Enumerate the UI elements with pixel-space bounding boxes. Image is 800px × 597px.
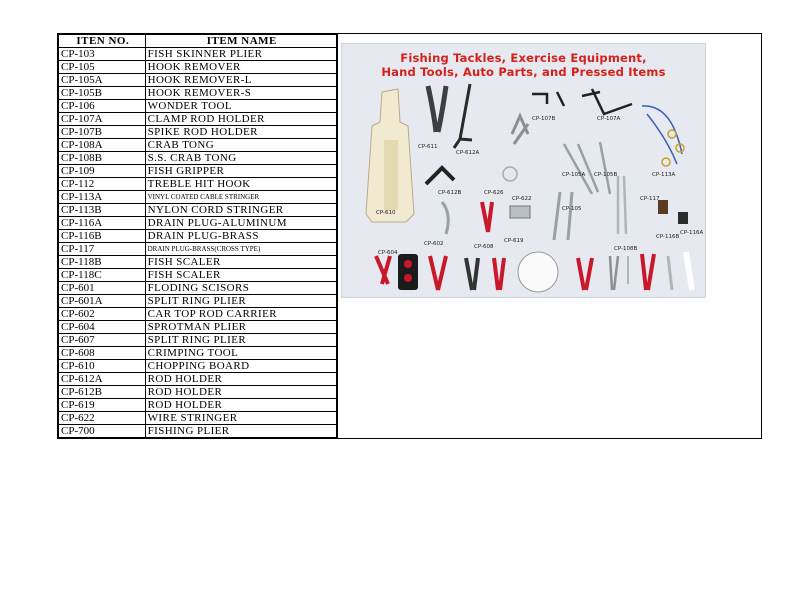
rod-holder-611-shape (428, 86, 446, 132)
item-name-cell: TREBLE HIT HOOK (145, 178, 336, 191)
item-number-cell: CP-113A (59, 191, 146, 204)
photo-label: CP-105A (562, 172, 586, 178)
photo-banner-line-1: Fishing Tackles, Exercise Equipment, (400, 51, 647, 65)
photo-label: CP-611 (418, 144, 438, 150)
photo-label: CP-604 (378, 250, 398, 256)
photo-label: CP-612A (456, 150, 480, 156)
item-name-cell: SPROTMAN PLIER (145, 321, 336, 334)
table-row (59, 100, 337, 113)
table-row (59, 373, 337, 386)
spike-rod-holder-shape (532, 92, 564, 106)
table-row (59, 217, 337, 230)
wonder-tool-shape (512, 116, 528, 144)
item-name-cell: SPLIT RING PLIER (145, 334, 336, 347)
fish-skinner-plier-shape (578, 258, 592, 290)
wire-stringer-shape (503, 167, 517, 181)
item-name-cell: SPLIT RING PLIER (145, 295, 336, 308)
table-row (59, 295, 337, 308)
item-name-cell: FISH GRIPPER (145, 165, 336, 178)
table-row (59, 126, 337, 139)
table-row (59, 113, 337, 126)
item-number-cell: CP-601A (59, 295, 146, 308)
table-row (59, 139, 337, 152)
ss-crab-tong-shape (618, 176, 626, 234)
item-number-cell: CP-109 (59, 165, 146, 178)
item-number-cell: CP-604 (59, 321, 146, 334)
photo-label: CP-108B (614, 246, 638, 252)
item-number-cell: CP-107A (59, 113, 146, 126)
item-number-cell: CP-103 (59, 48, 146, 61)
item-number-cell: CP-118B (59, 256, 146, 269)
item-number-cell: CP-108A (59, 139, 146, 152)
item-number-cell: CP-105 (59, 61, 146, 74)
crab-tong-shape (554, 192, 572, 240)
tools-illustration (342, 44, 705, 297)
table-row (59, 360, 337, 373)
item-name-cell: DRAIN PLUG-BRASS(CROSS TYPE) (145, 243, 336, 256)
table-header-row (59, 35, 337, 48)
photo-label: CP-113A (652, 172, 676, 178)
table-row (59, 256, 337, 269)
hook-remover-b-shape (600, 142, 610, 194)
item-name-cell: CRIMPING TOOL (145, 347, 336, 360)
folding-scissors-shape (398, 254, 418, 290)
item-name-cell: DRAIN PLUG-ALUMINUM (145, 217, 336, 230)
table-row (59, 191, 337, 204)
photo-label: CP-622 (512, 196, 532, 202)
item-name-cell: FISH SKINNER PLIER (145, 48, 336, 61)
fishing-plier-shape (430, 256, 446, 290)
photo-label: CP-619 (504, 238, 524, 244)
table-row (59, 204, 337, 217)
photo-label: CP-610 (376, 210, 396, 216)
item-name-cell: FLODING SCISORS (145, 282, 336, 295)
wonder-tool-106-shape (610, 256, 618, 290)
rod-carrier-shape (442, 202, 448, 234)
photo-label: CP-612B (438, 190, 462, 196)
table-row (59, 87, 337, 100)
table-row (59, 48, 337, 61)
rod-holder-612a-shape (454, 84, 472, 148)
table-row (59, 152, 337, 165)
item-number-cell: CP-610 (59, 360, 146, 373)
product-photo (341, 43, 706, 298)
item-name-cell: NYLON CORD STRINGER (145, 204, 336, 217)
item-name-cell: WIRE STRINGER (145, 412, 336, 425)
item-name-cell: DRAIN PLUG-BRASS (145, 230, 336, 243)
item-name-cell: HOOK REMOVER-L (145, 74, 336, 87)
crimping-tool-shape (482, 202, 492, 232)
table-row (59, 425, 337, 438)
table-row (59, 230, 337, 243)
table-row (59, 386, 337, 399)
product-photo-cell (337, 34, 761, 438)
table-row (59, 178, 337, 191)
table-row (59, 74, 337, 87)
item-name-cell: ROD HOLDER (145, 373, 336, 386)
item-number-cell: CP-106 (59, 100, 146, 113)
photo-label: CP-105 (562, 206, 582, 212)
item-name-cell: HOOK REMOVER-S (145, 87, 336, 100)
table-row (59, 399, 337, 412)
item-table (58, 34, 337, 438)
photo-label: CP-107A (597, 116, 621, 122)
hook-remover-shape (564, 144, 598, 194)
item-number-cell: CP-118C (59, 269, 146, 282)
item-name-cell: ROD HOLDER (145, 399, 336, 412)
split-ring-plier-shape (376, 256, 390, 284)
item-number-cell: CP-105B (59, 87, 146, 100)
photo-label: CP-608 (474, 244, 494, 250)
item-number-cell: CP-619 (59, 399, 146, 412)
item-number-cell: CP-113B (59, 204, 146, 217)
item-name-cell: SPIKE ROD HOLDER (145, 126, 336, 139)
item-number-cell: CP-602 (59, 308, 146, 321)
table-body (59, 48, 337, 438)
photo-label: CP-105B (594, 172, 618, 178)
sharpener-disc-shape (518, 252, 558, 292)
item-number-cell: CP-116A (59, 217, 146, 230)
item-name-cell: FISH SCALER (145, 269, 336, 282)
item-number-cell: CP-116B (59, 230, 146, 243)
item-name-cell: CRAB TONG (145, 139, 336, 152)
item-number-cell: CP-622 (59, 412, 146, 425)
item-number-cell: CP-601 (59, 282, 146, 295)
photo-label: CP-116A (680, 230, 704, 236)
photo-label: CP-116B (656, 234, 680, 240)
item-name-cell: ROD HOLDER (145, 386, 336, 399)
item-number-cell: CP-608 (59, 347, 146, 360)
photo-label: CP-626 (484, 190, 504, 196)
table-row (59, 243, 337, 256)
item-number-cell: CP-612A (59, 373, 146, 386)
clamp-rod-holder-shape (582, 89, 632, 114)
item-name-cell: VINYL COATED CABLE STRINGER (145, 191, 336, 204)
item-number-cell: CP-607 (59, 334, 146, 347)
table-row (59, 334, 337, 347)
item-name-cell: CLAMP ROD HOLDER (145, 113, 336, 126)
table-row (59, 347, 337, 360)
split-ring-plier-607-shape (466, 258, 478, 290)
item-number-cell: CP-107B (59, 126, 146, 139)
item-number-cell: CP-112 (59, 178, 146, 191)
fish-gripper-shape (642, 254, 654, 290)
photo-label: CP-107B (532, 116, 556, 122)
table-row (59, 282, 337, 295)
photo-label: CP-117 (640, 196, 660, 202)
table-row (59, 412, 337, 425)
item-number-cell: CP-117 (59, 243, 146, 256)
catalog-sheet (57, 33, 762, 439)
rod-holder-619-shape (510, 206, 530, 218)
item-name-cell: CAR TOP ROD CARRIER (145, 308, 336, 321)
column-header-item-no: ITEN NO. (59, 35, 146, 48)
item-name-cell: WONDER TOOL (145, 100, 336, 113)
photo-banner-line-2: Hand Tools, Auto Parts, and Pressed Items (381, 65, 666, 79)
item-name-cell: S.S. CRAB TONG (145, 152, 336, 165)
item-number-cell: CP-700 (59, 425, 146, 438)
table-row (59, 308, 337, 321)
item-name-cell: HOOK REMOVER (145, 61, 336, 74)
table-row (59, 321, 337, 334)
rod-holder-612b-shape (426, 168, 454, 184)
item-number-cell: CP-108B (59, 152, 146, 165)
item-number-cell: CP-612B (59, 386, 146, 399)
table-row (59, 165, 337, 178)
chopping-board-groove (384, 140, 398, 210)
item-number-cell: CP-105A (59, 74, 146, 87)
table-row (59, 61, 337, 74)
photo-label: CP-602 (424, 241, 444, 247)
column-header-item-name: ITEM NAME (145, 35, 336, 48)
item-name-cell: CHOPPING BOARD (145, 360, 336, 373)
table-row (59, 269, 337, 282)
drain-plug-shape (658, 200, 668, 214)
fish-scaler-shape (668, 256, 672, 290)
item-name-cell: FISHING PLIER (145, 425, 336, 438)
item-name-cell: FISH SCALER (145, 256, 336, 269)
